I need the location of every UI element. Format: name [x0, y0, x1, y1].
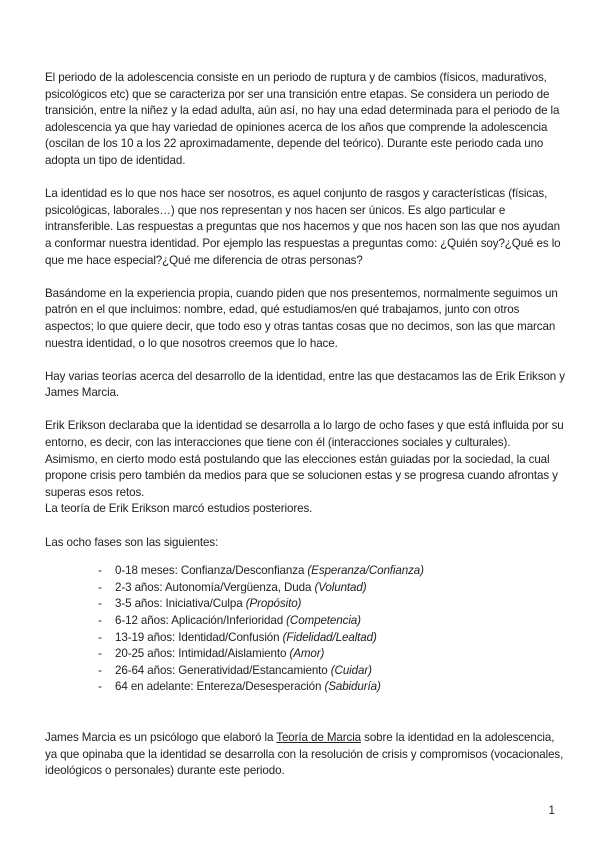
phase-text: 2-3 años: Autonomía/Vergüenza, Duda	[115, 580, 315, 594]
phase-virtue: (Fidelidad/Lealtad)	[282, 630, 377, 644]
paragraph-phases-intro: Las ocho fases son las siguientes:	[45, 535, 219, 549]
list-dash: -	[98, 564, 102, 578]
paragraph-marcia	[45, 730, 565, 780]
list-dash: -	[98, 580, 102, 594]
phase-virtue: (Amor)	[289, 647, 325, 661]
list-item	[98, 596, 565, 613]
phases-list	[45, 563, 565, 696]
phase-text: 6-12 años: Aplicación/Inferioridad	[115, 614, 287, 627]
phase-virtue: (Cuidar)	[330, 663, 372, 677]
phase-text: 26-64 años: Generatividad/Estancamiento	[115, 663, 331, 677]
list-item	[98, 646, 565, 663]
list-item	[98, 580, 565, 597]
phase-virtue: (Competencia)	[286, 614, 361, 627]
list-item	[98, 563, 565, 580]
list-dash: -	[98, 680, 102, 694]
paragraph-experience: Basándome en la experiencia propia, cuando piden que nos presentemos, normalmente seguimos un patrón en el que incluimos: nombre, edad, qué estudiamos/en qué trabajamos, junto con otros aspectos; lo que quiere decir, que todo eso y otras tantas cosas que no decimos, son las que marcan nuestra identidad, o lo que nosotros creemos que lo hace.	[45, 286, 558, 350]
paragraph-identity: La identidad es lo que nos hace ser nosotros, es aquel conjunto de rasgos y características (físicas, psicológicas, laborales…) que nos representan y nos hacen ser únicos. Es algo particular e intransferible. Las respuestas a preguntas que nos hacemos y que nos hacen son las que nos ayudan a conformar nuestra identidad. Por ejemplo las respuestas a preguntas como: ¿Quién soy?¿Qué es lo que me hace especial?¿Qué me diferencia de otras personas?	[45, 187, 561, 267]
paragraph-theories: Hay varias teorías acerca del desarrollo de la identidad, entre las que destacamos las de Erik Erikson y James Marcia.	[45, 369, 565, 400]
marcia-theory-link[interactable]: Teoría de Marcia	[276, 730, 362, 744]
phase-text: 20-25 años: Intimidad/Aislamiento	[115, 647, 290, 661]
marcia-text-before: James Marcia es un psicólogo que elaboró la	[45, 730, 277, 744]
phase-virtue: (Sabiduría)	[324, 680, 381, 694]
list-dash: -	[98, 597, 102, 611]
phase-text: 0-18 meses: Confianza/Desconfianza	[115, 564, 308, 578]
list-item	[98, 679, 565, 696]
list-dash: -	[98, 663, 102, 677]
paragraph-adolescence: El periodo de la adolescencia consiste en un periodo de ruptura y de cambios (físicos, madurativos, psicológicos etc) que se caracteriza por ser una transición entre etapas. Se considera un periodo de transición, entre la niñez y la edad adulta, aún así, no hay una edad determinada para el periodo de la adolescencia ya que hay variedad de opiniones acerca de los años que comprende la adolescencia (oscilan de los 10 a los 22 aproximadamente, depende del teórico). Durante este periodo cada uno adopta un tipo de identidad.	[45, 71, 560, 167]
document-body	[45, 70, 565, 796]
phase-virtue: (Propósito)	[245, 597, 302, 611]
phase-virtue: (Esperanza/Confianza)	[307, 564, 424, 578]
phase-text: 13-19 años: Identidad/Confusión	[115, 630, 283, 644]
phase-text: 64 en adelante: Entereza/Desesperación	[115, 680, 325, 694]
phase-virtue: (Voluntad)	[314, 580, 367, 594]
list-item	[98, 630, 565, 647]
list-dash: -	[98, 630, 102, 644]
marcia-text-after: sobre la identidad en la adolescencia, ya que opinaba que la identidad se desarrolla con la resolución de crisis y compromisos (vocacionales, ideológicos o personales) durante este periodo.	[45, 730, 564, 778]
paragraph-erikson-influence: La teoría de Erik Erikson marcó estudios posteriores.	[45, 502, 313, 516]
page-number: 1	[548, 804, 555, 817]
list-dash: -	[98, 614, 102, 627]
list-item	[98, 613, 565, 630]
phase-text: 3-5 años: Iniciativa/Culpa	[115, 597, 246, 611]
list-dash: -	[98, 647, 102, 661]
paragraph-erikson: Erik Erikson declaraba que la identidad se desarrolla a lo largo de ocho fases y que está influida por su entorno, es decir, con las interacciones que tiene con él (interacciones sociales y culturales). Asimismo, en cierto modo está postulando que las elecciones están guiadas por la sociedad, la cual propone crisis pero también da medios para que se solucionen estas y se progresa cuando afrontas y superas esos retos.	[45, 419, 564, 499]
list-item	[98, 663, 565, 680]
